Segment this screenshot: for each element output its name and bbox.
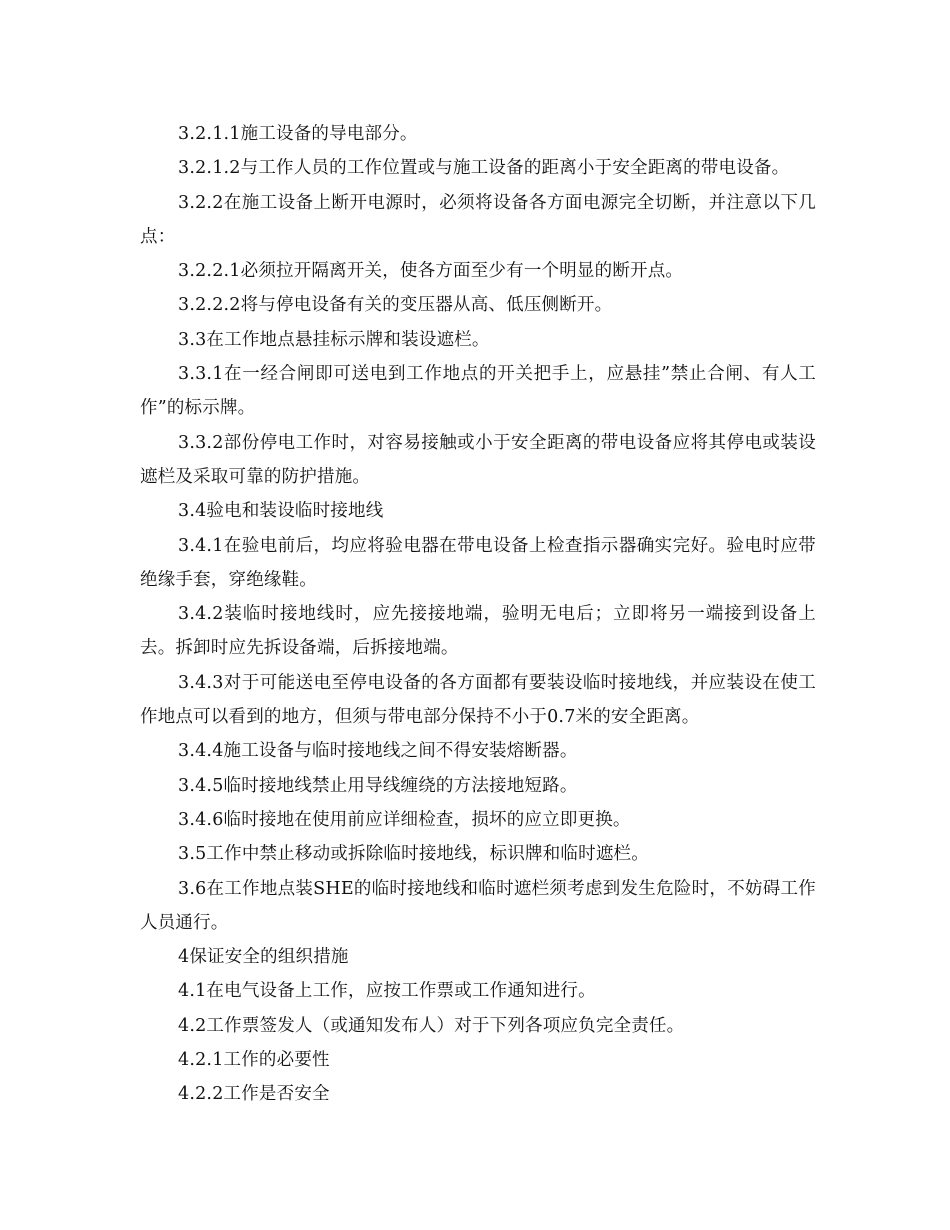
paragraph: 4.1在电气设备上工作，应按工作票或工作通知进行。 [178, 981, 596, 1002]
paragraph: 3.6在工作地点装SHE的临时接地线和临时遮栏须考虑到发生危险时，不妨碍工作人员通行。 [140, 878, 816, 933]
paragraph: 3.4.1在验电前后，均应将验电器在带电设备上检查指示器确实完好。验电时应带绝缘手套，穿绝缘鞋。 [140, 535, 816, 590]
paragraph: 3.4.3对于可能送电至停电设备的各方面都有要装设临时接地线，并应装设在使工作地点可以看到的地方，但须与带电部分保持不小于0.7米的安全距离。 [140, 672, 816, 728]
paragraph: 3.3.1在一经合闸即可送电到工作地点的开关把手上，应悬挂”禁止合闸、有人工作”的标示牌。 [140, 364, 816, 419]
paragraph: 3.3在工作地点悬挂标示牌和装设遮栏。 [178, 329, 490, 350]
paragraph: 3.2.1.1施工设备的导电部分。 [178, 124, 418, 144]
paragraph: 3.3.2部份停电工作时，对容易接触或小于安全距离的带电设备应将其停电或装设遮栏及采取可靠的防护措施。 [140, 432, 816, 487]
paragraph: 3.2.2在施工设备上断开电源时，必须将设备各方面电源完全切断，并注意以下几点： [140, 192, 816, 247]
paragraph: 3.2.1.2与工作人员的工作位置或与施工设备的距离小于安全距离的带电设备。 [178, 158, 790, 179]
paragraph: 3.4.2装临时接地线时，应先接接地端，验明无电后；立即将另一端接到设备上去。拆卸时应先拆设备端，后拆接地端。 [140, 604, 816, 659]
document-body [140, 117, 816, 1112]
paragraph: 3.5工作中禁止移动或拆除临时接地线，标识牌和临时遮栏。 [178, 844, 649, 865]
paragraph: 3.4.5临时接地线禁止用导线缠绕的方法接地短路。 [178, 775, 578, 796]
paragraph: 3.4.4施工设备与临时接地线之间不得安装熔断器。 [178, 741, 578, 762]
section-heading: 4保证安全的组织措施 [178, 947, 349, 968]
paragraph: 3.4.6临时接地在使用前应详细检查，损坏的应立即更换。 [178, 809, 631, 830]
paragraph: 3.2.2.2将与停电设备有关的变压器从高、低压侧断开。 [178, 295, 613, 316]
paragraph: 3.2.2.1必须拉开隔离开关，使各方面至少有一个明显的断开点。 [178, 261, 684, 282]
paragraph: 4.2.1工作的必要性 [178, 1050, 330, 1071]
paragraph: 4.2工作票签发人（或通知发布人）对于下列各项应负完全责任。 [178, 1015, 685, 1036]
paragraph: 3.4验电和装设临时接地线 [178, 501, 384, 522]
paragraph: 4.2.2工作是否安全 [178, 1084, 330, 1105]
